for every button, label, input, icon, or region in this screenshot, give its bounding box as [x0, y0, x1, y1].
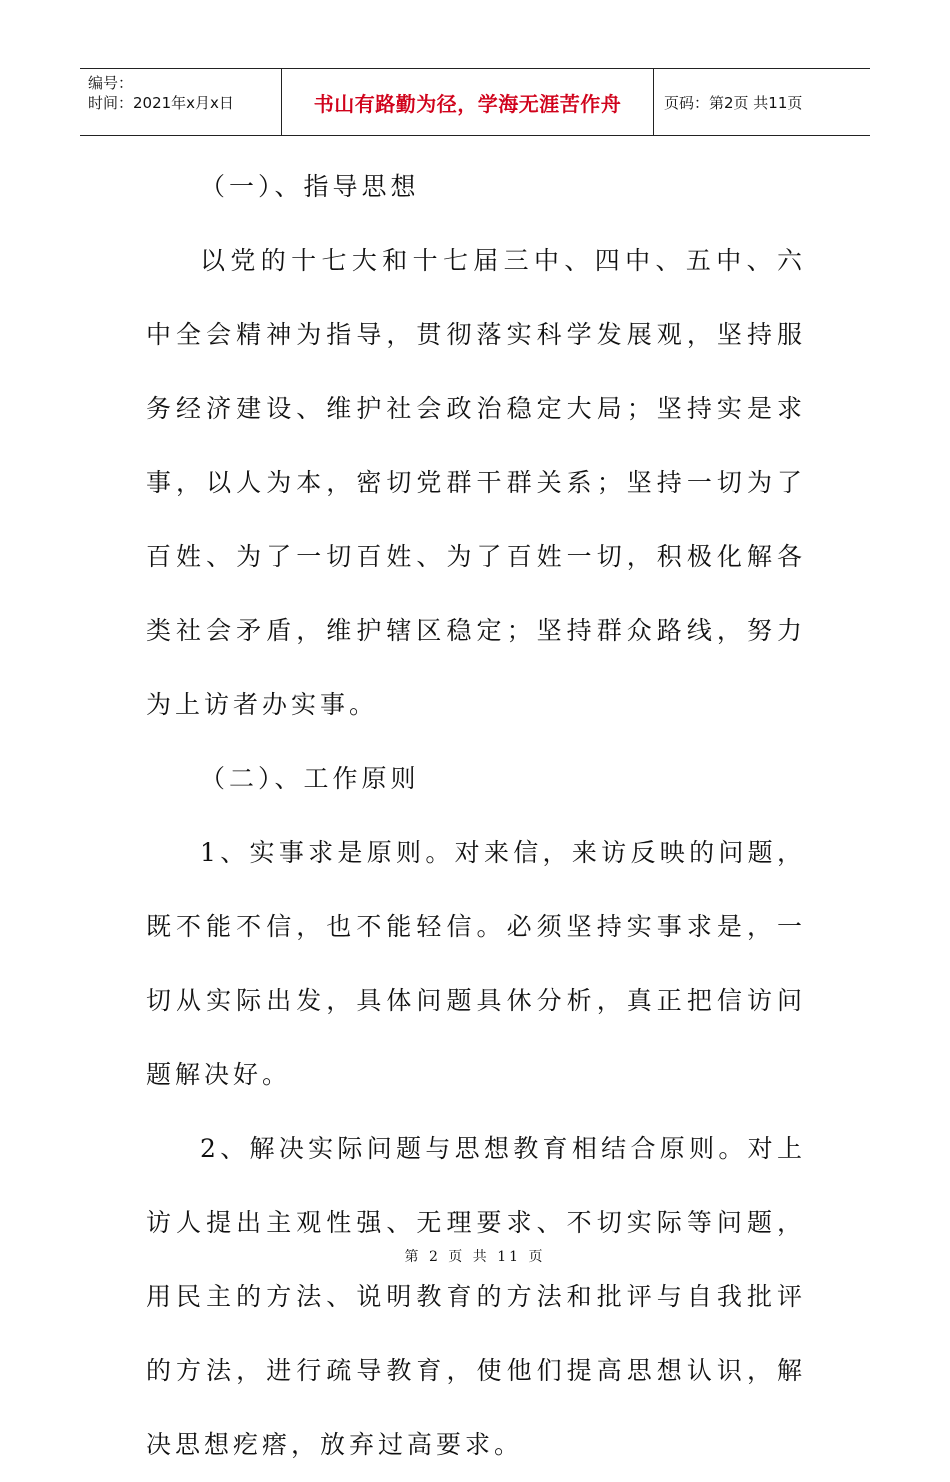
header-page-info [654, 69, 870, 135]
document-body [146, 150, 806, 1482]
section-heading-2: （二）、工作原则 [200, 764, 420, 793]
footer-page-number: 第 2 页 共 11 页 [404, 1249, 546, 1265]
date-label: 时间：2021年x月x日 [88, 94, 234, 112]
motto-text: 书山有路勤为径，学海无涯苦作舟 [313, 91, 622, 116]
header-meta [80, 69, 282, 135]
page-footer [0, 1246, 950, 1266]
number-label: 编号： [88, 74, 134, 92]
header-motto [282, 69, 654, 135]
paragraph-guiding-thought: 以党的十七大和十七届三中、四中、五中、六中全会精神为指导，贯彻落实科学发展观，坚持服务经济建设、维护社会政治稳定大局；坚持实是求事，以人为本，密切党群干群关系；坚持一切为了百姓、为了一切百姓、为了百姓一切，积极化解各类社会矛盾，维护辖区稳定；坚持群众路线，努力为上访者办实事。 [146, 246, 806, 719]
paragraph-principle-1: 1、实事求是原则。对来信，来访反映的问题，既不能不信，也不能轻信。必须坚持实事求是，一切从实际出发，具体问题具休分析，真正把信访问题解决好。 [146, 838, 806, 1089]
section-heading-1: （一）、指导思想 [200, 172, 420, 201]
page-info-text: 页码：第2页 共11页 [664, 93, 803, 112]
paragraph-principle-2: 2、解决实际问题与思想教育相结合原则。对上访人提出主观性强、无理要求、不切实际等问题，用民主的方法、说明教育的方法和批评与自我批评的方法，进行疏导教育，使他们提高思想认识，解决思想疙瘩，放弃过高要求。 [146, 1134, 806, 1459]
page-header [80, 68, 870, 136]
